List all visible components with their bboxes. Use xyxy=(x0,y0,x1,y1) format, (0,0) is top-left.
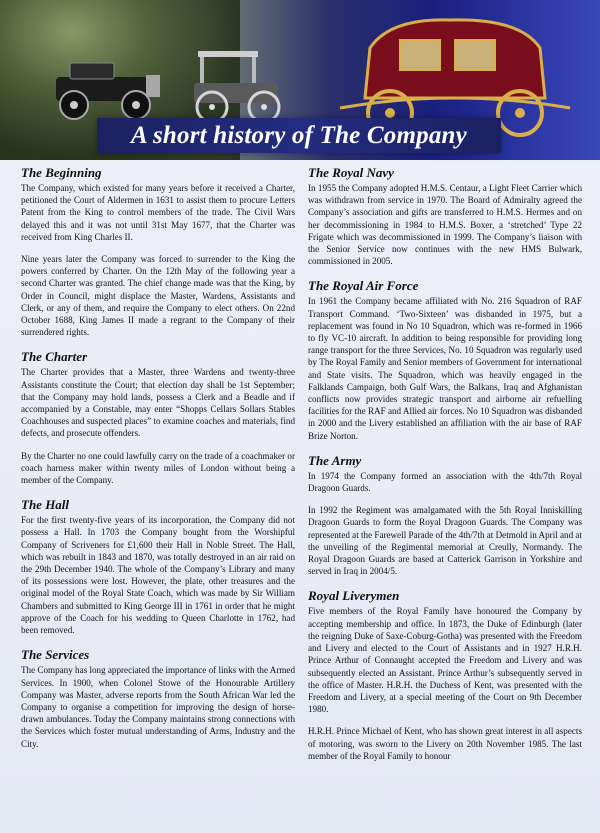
section-heading: The Beginning xyxy=(21,165,102,180)
page-title: A short history of The Company xyxy=(131,121,467,149)
paragraph: In 1992 the Regiment was amalgamated with the 5th Royal Inniskilling Dragoon Guards to form the Royal Dragoon Guards. The Company was represented at the Farewell Parade of the 4th/7th at Detmold in April and at the unveiling of the Regimental memorial at Creully, Normandy. The Royal Dragoon Guards are based at Catterick Garrison in Yorkshire and served in Iraq in 2004/5. xyxy=(308,505,582,577)
vintage-car-illustration xyxy=(190,45,285,125)
paragraph: In 1974 the Company formed an association with the 4th/7th Royal Dragoon Guards. xyxy=(308,470,582,494)
section-the-royal-navy xyxy=(308,165,582,267)
section-the-beginning xyxy=(21,165,295,338)
section-the-services xyxy=(21,647,295,749)
section-heading: The Services xyxy=(21,647,90,663)
paragraph: For the first twenty-five years of its incorporation, the Company did not possess a Hall. In 1703 the Company bought from the Worshipful Company of Scriveners for £1,600 their Hall in Noble Street. The Hall, which was rebuilt in 1843 and 1870, was totally destroyed in an air raid on the 29th December 1940. The whole of the Company’s Library and many of its possessions were lost. However, the plate, other treasures and the original model of the Royal State Coach, which was made by Sir William Chambers and submitted to King George III in 1761 in order that he might approve of the Coach for his wedding to Queen Charlotte in 1762, had been removed. xyxy=(21,515,295,636)
section-heading: The Royal Air Force xyxy=(308,278,419,294)
section-heading: The Charter xyxy=(21,349,88,365)
section-the-army xyxy=(308,453,582,578)
section-heading: The Hall xyxy=(21,497,70,513)
paragraph: In 1955 the Company adopted H.M.S. Centaur, a Light Fleet Carrier which was withdrawn from service in 1970. The Board of Admiralty agreed the Company’s association and gifts are transferred to H.M.S. Hermes and on her decommissioning in 1984 to H.M.S. Boxer, a ‘stretched’ Type 22 Frigate which was decommissioned in 1999. The Company’s liaison with the Senior Service now continues with the new HMS Bulwark, commissioned in 2005. xyxy=(308,183,582,267)
paragraph: In 1961 the Company became affiliated with No. 216 Squadron of RAF Transport Command. ‘Two-Sixteen’ was disbanded in 1975, but a replacement was found in No 10 Squadron, which was re-formed in 1966 to fly VC-10 aircraft. In addition to being responsible for providing long range transport for the three Services, No. 10 Squadron was regularly used by The Royal Family and Senior members of Government for international and State visits. The Squadron, which was heavily engaged in the Falklands Campaign, both Gulf Wars, the Balkans, Iraq and Afghanistan conflicts now provides strategic transport and airborne air refuelling facilities for the RAF and Allied air forces. No 10 Squadron was disbanded in 2000 and the Livery established an affiliation with the air base of RAF Brize Norton. xyxy=(308,296,582,441)
section-the-hall xyxy=(21,497,295,636)
paragraph: Five members of the Royal Family have honoured the Company by accepting membership and office. In 1873, the Duke of Edinburgh (later the reigning Duke of Saxe-Coburg-Gotha) was presented with the Freedom and Livery and elected to the Court of Assistants and in 1927 H.R.H. Prince Arthur of Connaught accepted the Freedom and Livery and was subsequently elected an Assistant. Prince Arthur’s subsequently served in the office of Master. H.R.H. the Duchess of Kent, was presented with the Freedom and Livery, at a special meeting of the Court on 9th December 1980. xyxy=(308,606,582,715)
paragraph: H.R.H. Prince Michael of Kent, who has shown great interest in all aspects of motoring, was sworn to the Livery on 20th November 1985. The last member of the Royal Family to honour xyxy=(308,726,582,761)
section-royal-liverymen xyxy=(308,588,582,761)
paragraph: By the Charter no one could lawfully carry on the trade of a coachmaker or coach harness maker within twenty miles of London without being a member of the Company. xyxy=(21,450,295,486)
section-heading: Royal Liverymen xyxy=(308,588,400,604)
vintage-car-illustration xyxy=(50,55,170,125)
paragraph: The Company has long appreciated the importance of links with the Armed Services. In 1900, when Colonel Stowe of the Honourable Artillery Company was Master, adverse reports from the South African War led the Company to organise a competition for improving the design of horse-drawn ambulances. Today the Company maintains strong connections with the Services which foster mutual understanding of Arms, Industry and the City. xyxy=(21,665,296,749)
left-column xyxy=(21,165,295,761)
section-the-royal-air-force xyxy=(308,278,582,441)
section-the-charter xyxy=(21,349,295,486)
header-banner-image xyxy=(0,0,600,160)
title-bar xyxy=(97,118,501,153)
paragraph: The Company, which existed for many years before it received a Charter, petitioned the Court of Aldermen in 1631 to assist them to procure Letters Patent from the King to control members of the trade. The Civil Wars delayed this and it was not until 31st May 1677, that the Charter was received from King Charles II. xyxy=(21,183,295,242)
paragraph: Nine years later the Company was forced to surrender to the King the powers conferred by Charter. On the 12th May of the following year a second Charter was granted. The chief change made was that the King, by Order in Council, might displace the Master, Wardens, Assistants and Clerk, or any of them, and require the Company to elect others. On 22nd October 1688, King James II made a regrant to the Company of their surrendered rights. xyxy=(21,254,295,338)
paragraph: The Charter provides that a Master, three Wardens and twenty-three Assistants constitute the Court; that election day shall be 1st September; that the Company may hold lands, possess a Clerk and a Beadle and if accompanied by a Constable, may enter “Shopps Cellars Sollars Stables Coachhouses and suspected places” to examine coaches and materials, find defects, and prosecute offenders. xyxy=(21,367,295,439)
section-heading: The Army xyxy=(308,452,362,468)
section-heading: The Royal Navy xyxy=(308,165,394,180)
right-column xyxy=(308,165,582,773)
